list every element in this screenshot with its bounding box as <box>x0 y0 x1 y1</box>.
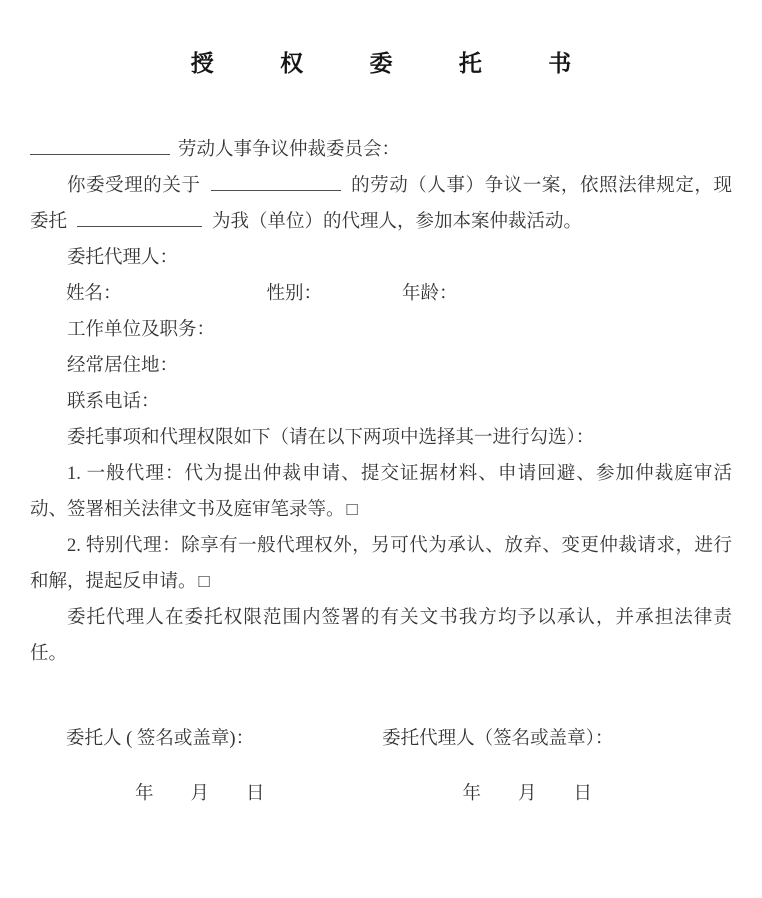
gender-label: 性别： <box>266 284 323 304</box>
principal-signature-label[interactable]: 委托人 ( 签名或盖章)： <box>66 729 255 749</box>
intro-text-3: 为我（单位）的代理人，参加本案仲裁活动。 <box>212 212 583 232</box>
agent-heading-label: 委托代理人： <box>67 248 179 268</box>
signature-row <box>30 721 732 757</box>
agent-section-heading <box>30 240 732 276</box>
option2-text: 2. 特别代理：除享有一般代理权外，另可代为承认、放弃、变更仲裁请求，进行和解，提起反申请。 <box>30 536 732 592</box>
checkbox-general-agency[interactable]: □ <box>346 500 358 520</box>
confirmation-paragraph: 委托代理人在委托权限范围内签署的有关文书我方均予以承认，并承担法律责任。 <box>30 608 732 664</box>
blank-case-name[interactable] <box>211 174 341 191</box>
document-title: 授 权 委 托 书 <box>190 50 602 76</box>
work-unit-row <box>30 312 732 348</box>
blank-agent-name[interactable] <box>77 210 202 227</box>
agent-date-field[interactable]: 年 月 日 <box>462 784 593 804</box>
option-general-agency <box>30 456 732 528</box>
option1-text: 1. 一般代理：代为提出仲裁申请、提交证据材料、申请回避、参加仲裁庭审活动、签署相关法律文书及庭审笔录等。 <box>30 464 732 520</box>
authorization-heading-row <box>30 420 732 456</box>
principal-date-field[interactable]: 年 月 日 <box>135 784 265 804</box>
intro-text-1: 你委受理的关于 <box>67 176 201 196</box>
addressee-label: 劳动人事争议仲裁委员会： <box>178 140 401 160</box>
work-unit-label: 工作单位及职务： <box>67 320 216 340</box>
residence-label: 经常居住地： <box>67 356 179 376</box>
phone-row <box>30 384 732 420</box>
age-label: 年龄： <box>402 284 458 304</box>
intro-paragraph <box>30 168 732 240</box>
date-row <box>30 776 732 812</box>
phone-label: 联系电话： <box>67 392 160 412</box>
addressee-line <box>30 132 732 168</box>
agent-signature-label[interactable]: 委托代理人（签名或盖章）： <box>382 729 614 749</box>
option-special-agency <box>30 528 732 600</box>
authorization-heading: 委托事项和代理权限如下（请在以下两项中选择其一进行勾选）： <box>67 428 595 448</box>
intro-text-2: 的劳动（人事）争议一案，依照法律规定，现委托 <box>30 176 732 232</box>
checkbox-special-agency[interactable]: □ <box>198 572 210 592</box>
name-label: 姓名： <box>66 284 122 304</box>
blank-committee-name[interactable] <box>30 138 170 155</box>
residence-row <box>30 348 732 384</box>
name-gender-age-row <box>30 276 732 312</box>
